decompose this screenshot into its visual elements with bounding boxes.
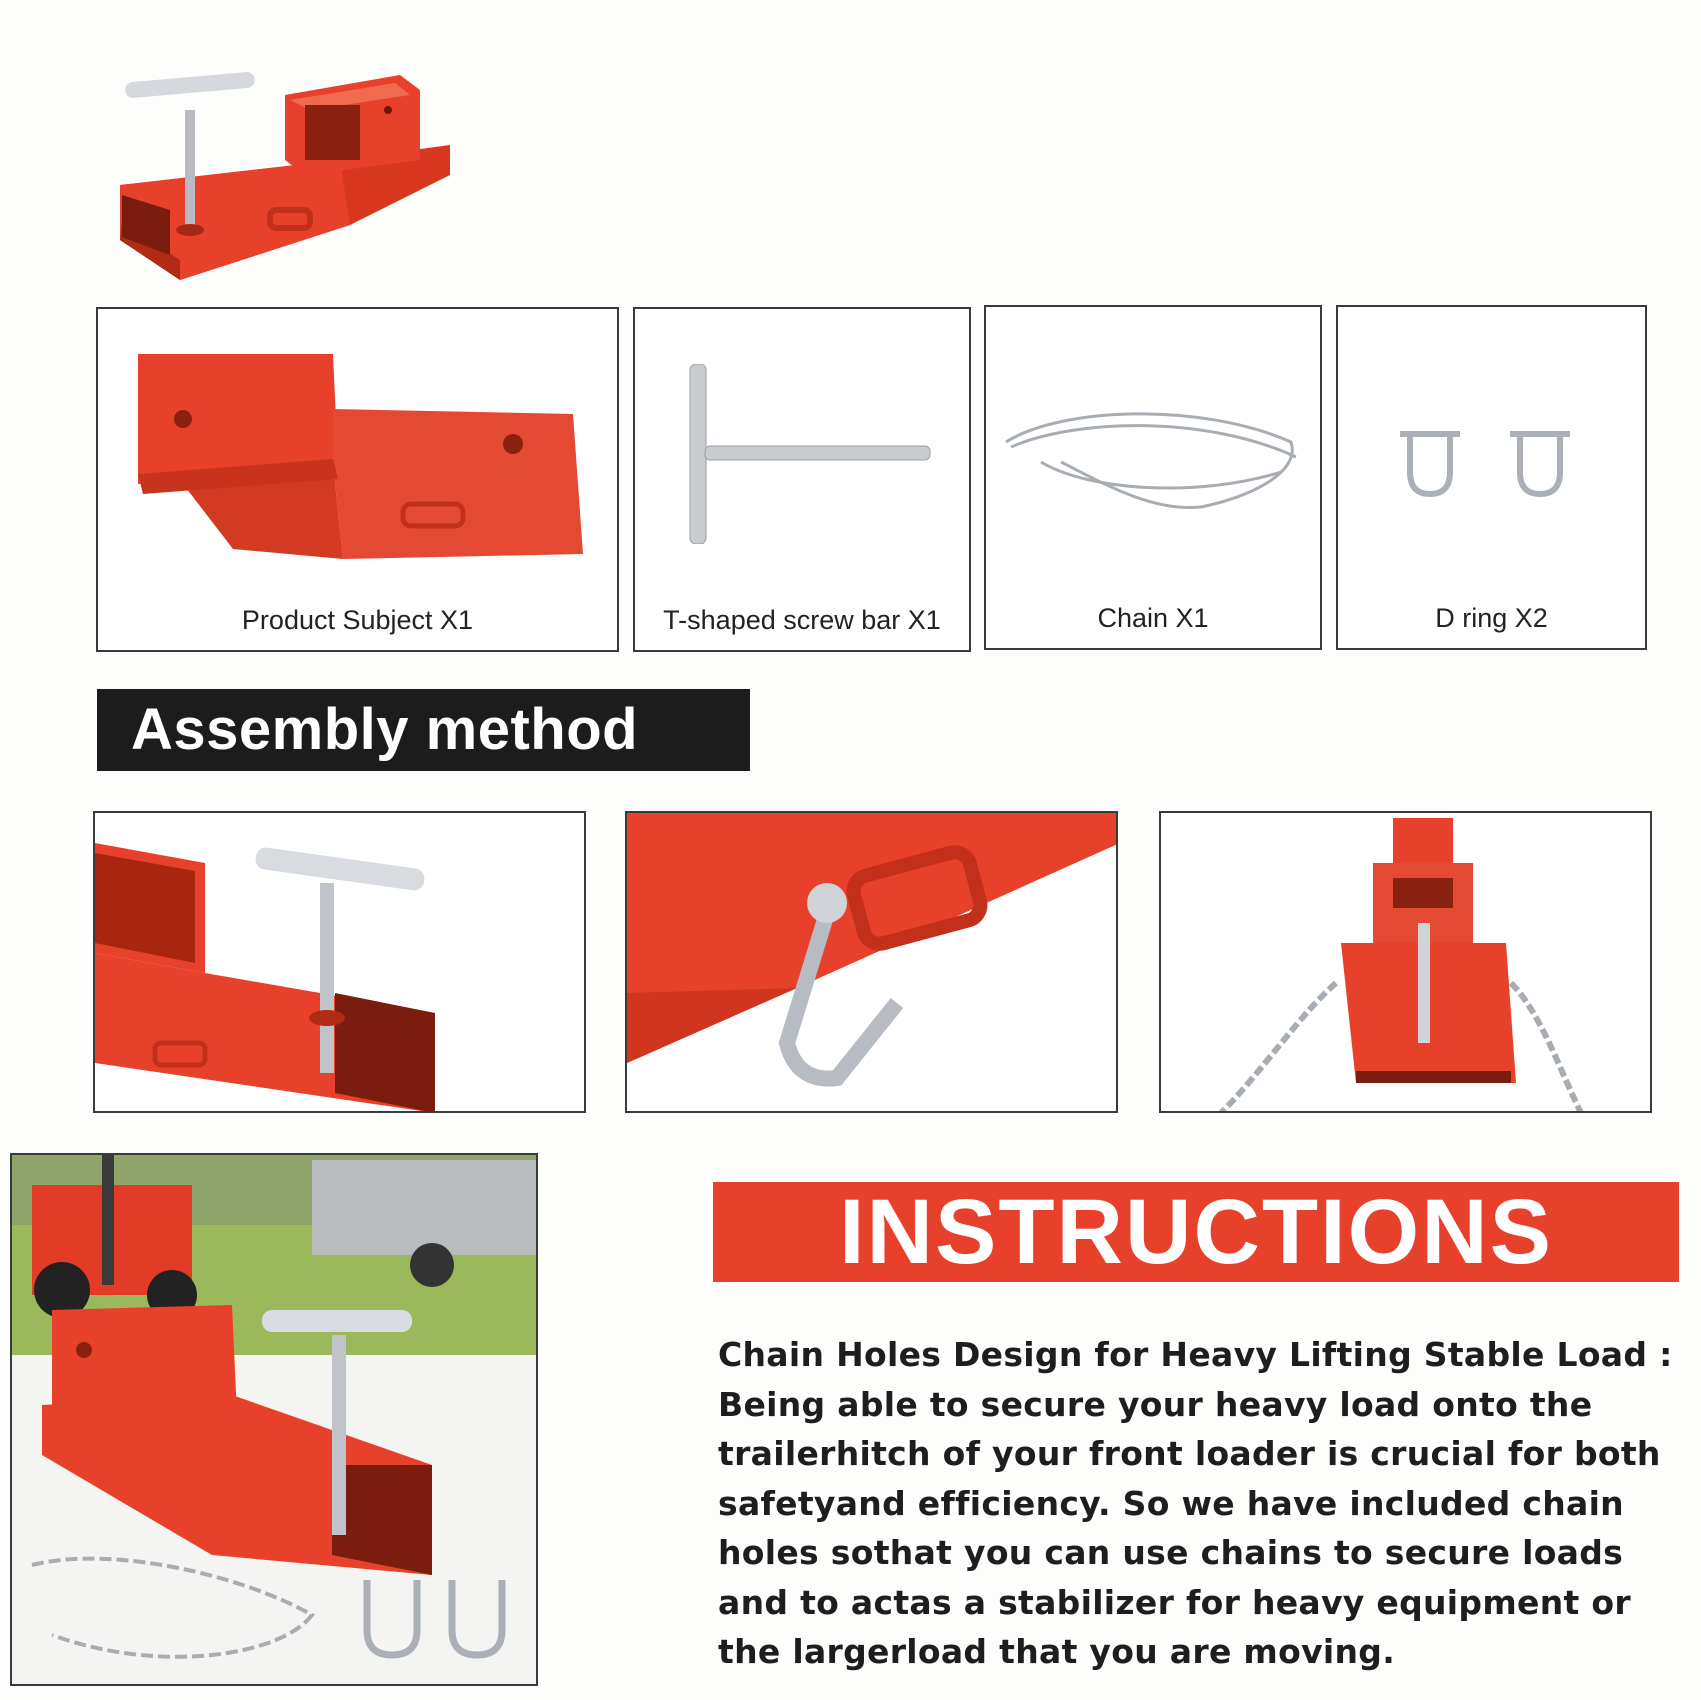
assembly-photo-t-bar [93, 811, 586, 1113]
component-label: T-shaped screw bar X1 [663, 605, 941, 635]
component-card-chain [984, 305, 1322, 650]
instruction-line: the largerload that you are moving. [718, 1632, 1396, 1671]
hero-product-image [110, 65, 470, 285]
instructions-heading: INSTRUCTIONS [713, 1182, 1679, 1282]
instruction-line: safetyand efficiency. So we have included chain [718, 1483, 1624, 1523]
instruction-line: Being able to secure your heavy load onto the [718, 1384, 1593, 1424]
instruction-line: Chain Holes Design for Heavy Lifting Stable Load : [718, 1335, 1673, 1374]
instruction-line: holes sothat you can use chains to secure loads [718, 1533, 1624, 1572]
instructions-body [718, 1330, 1678, 1677]
assembly-photo-d-ring [625, 811, 1118, 1113]
component-label: Chain X1 [1097, 603, 1209, 633]
component-card-product [96, 307, 619, 652]
instruction-line: trailerhitch of your front loader is crucial for both [718, 1434, 1661, 1473]
instruction-line: and to actas a stabilizer for heavy equipment or [718, 1582, 1631, 1622]
t-screw-bar-icon [685, 364, 935, 544]
d-ring-icon [1398, 422, 1598, 502]
assembly-method-heading: Assembly method [97, 689, 750, 771]
component-card-t-bar [633, 307, 971, 652]
component-label: D ring X2 [1435, 603, 1548, 633]
component-label: Product Subject X1 [241, 605, 474, 635]
component-card-d-ring [1336, 305, 1647, 650]
chain-icon [1001, 402, 1311, 522]
usage-scene-photo [10, 1153, 538, 1686]
hitch-body-icon [133, 344, 593, 564]
assembly-photo-chain [1159, 811, 1652, 1113]
